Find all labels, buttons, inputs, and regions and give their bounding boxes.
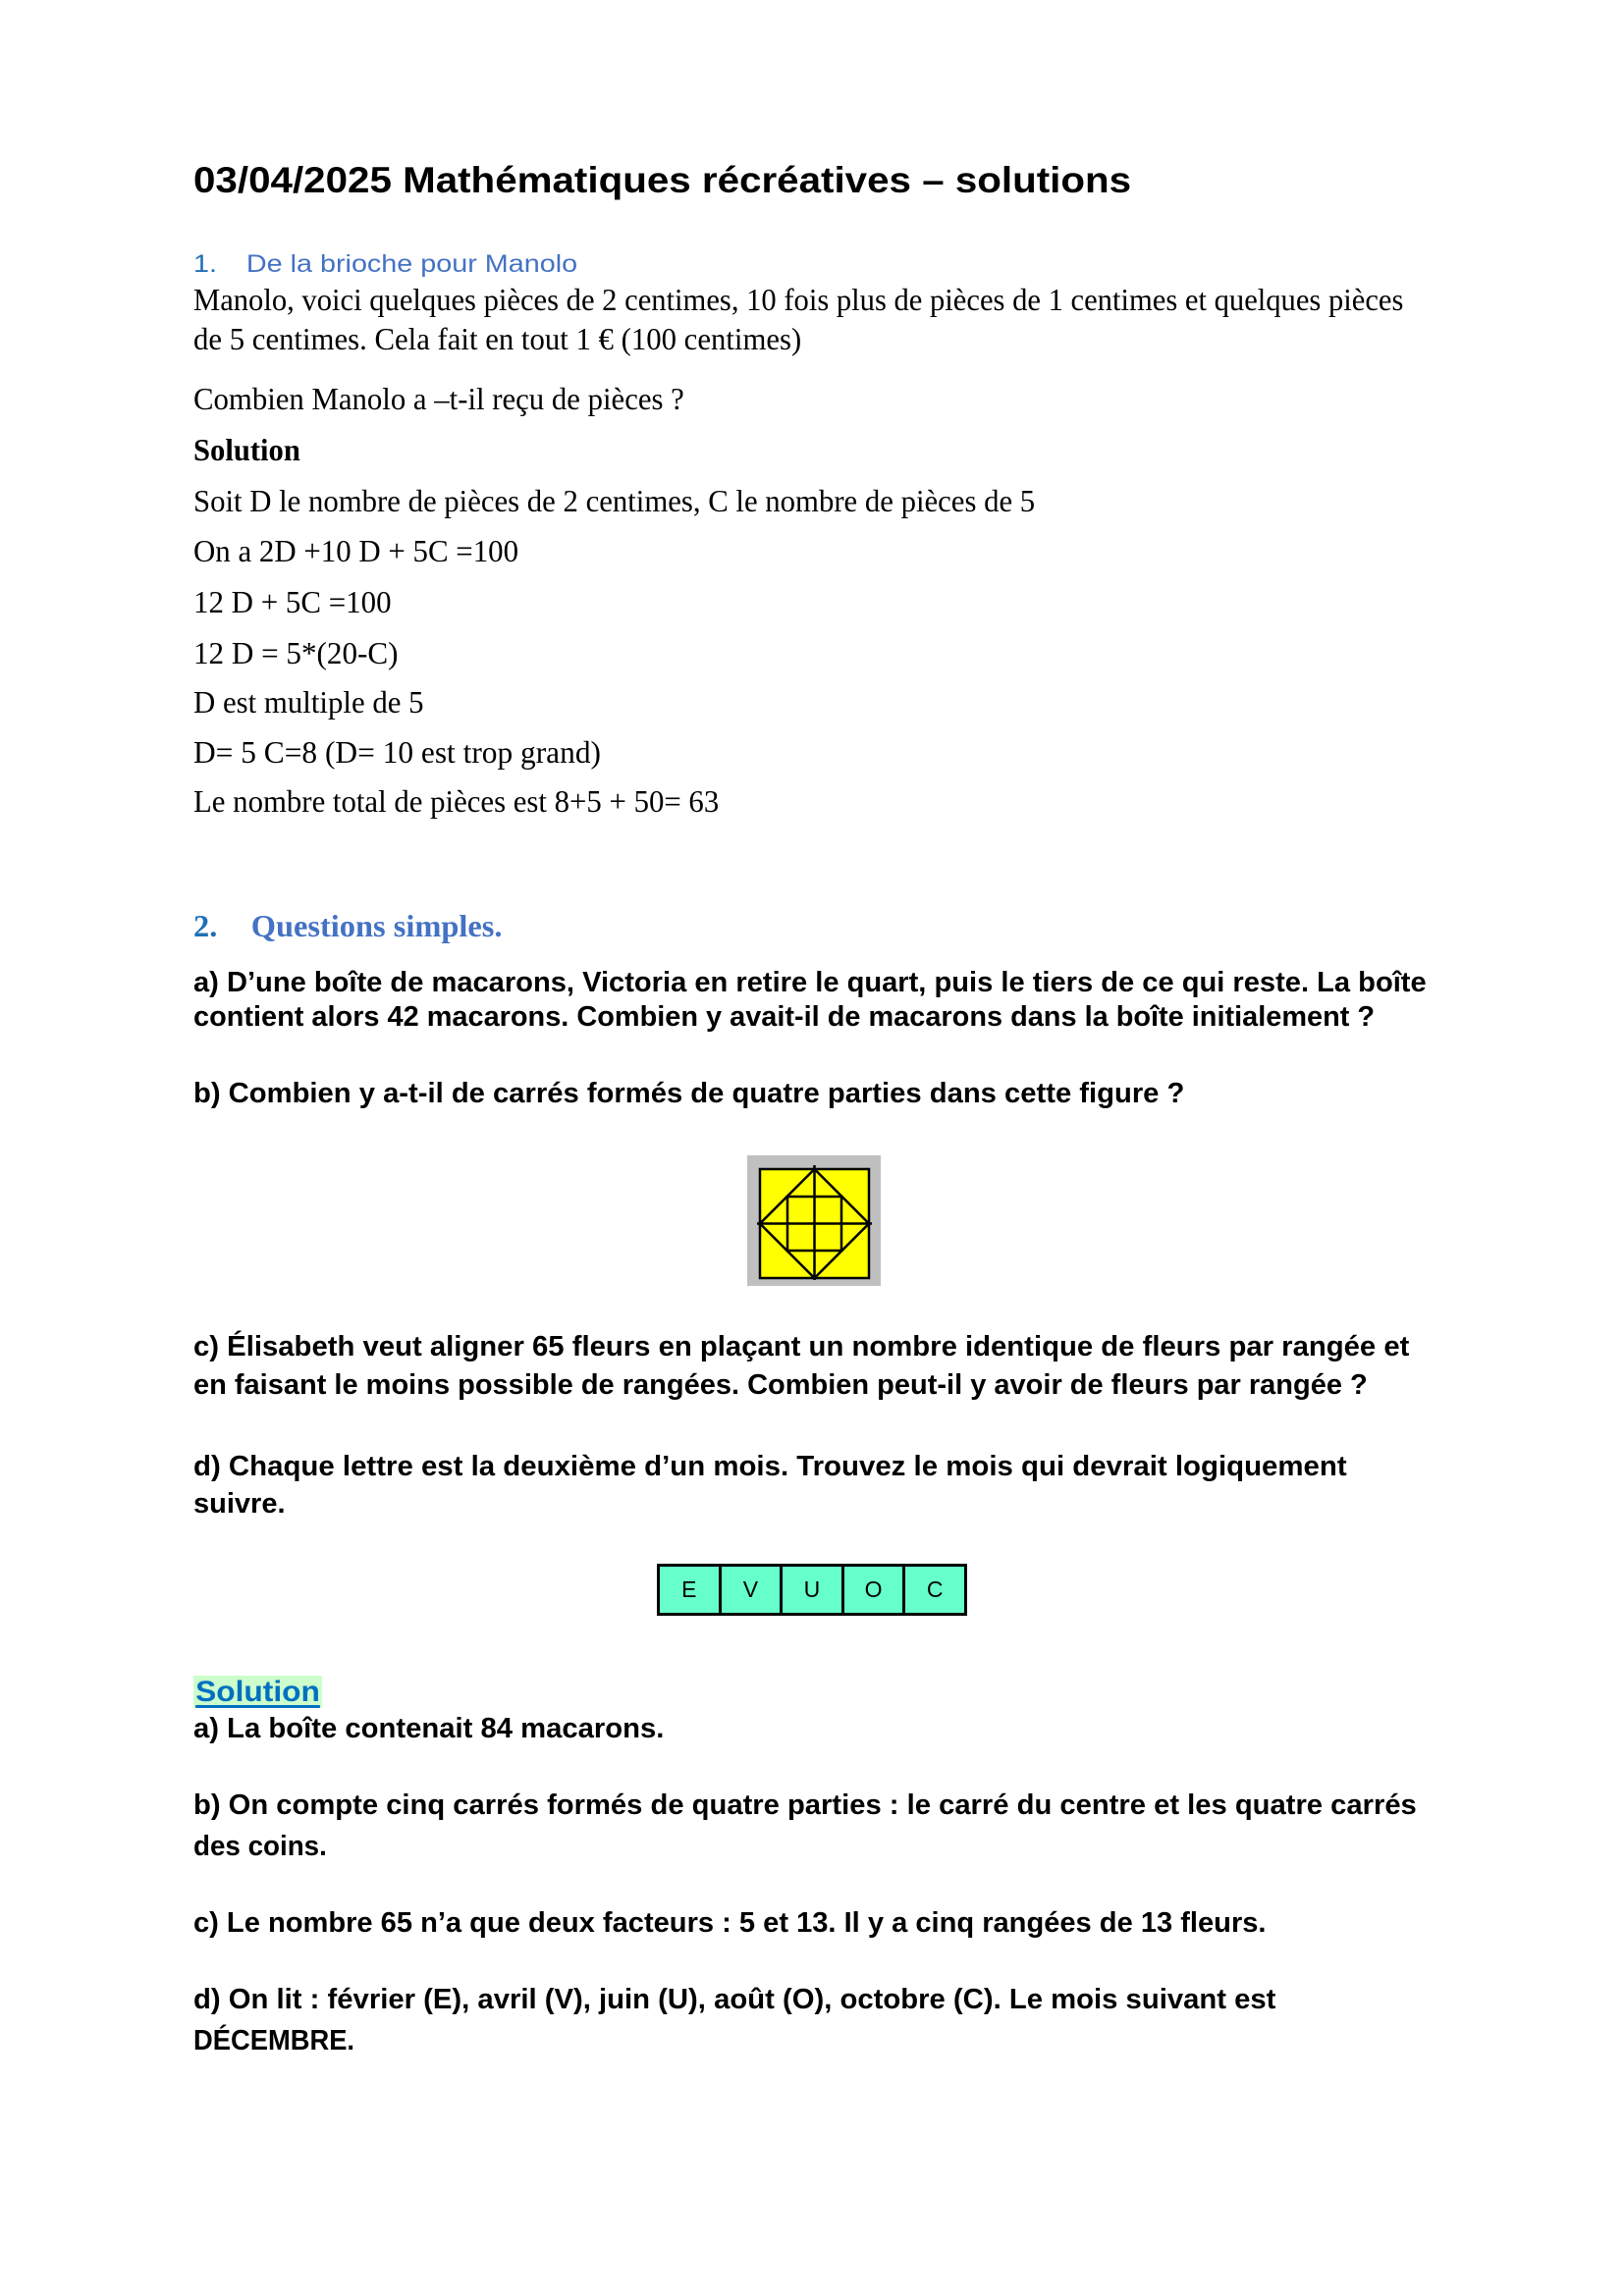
answer-b-line: b) On compte cinq carrés formés de quatre parties : le carré du centre et les quatre carrés [193,1789,1417,1822]
answer-a-line: a) La boîte contenait 84 macarons. [193,1713,665,1745]
solution-heading-wrap [193,1678,322,1707]
question-c-line: en faisant le moins possible de rangées. Combien peut-il y avoir de fleurs par rangée ? [193,1369,1368,1402]
letter-cell: O [844,1567,906,1613]
question-d-line: d) Chaque lettre est la deuxième d’un mois. Trouvez le mois qui devrait logiquement [193,1451,1347,1483]
letter-cell: U [783,1567,844,1613]
answer-d-line: DÉCEMBRE. [193,2025,355,2057]
squares-figure-drawing [747,1155,881,1286]
solution-line: D est multiple de 5 [193,684,424,721]
answer-d-line: d) On lit : février (E), avril (V), juin (U), août (O), octobre (C). Le mois suivant est [193,1984,1276,2016]
section-2-title: Questions simples. [250,908,503,944]
section-1-number: 1. [193,249,217,278]
section-2-heading [193,908,503,944]
question-a-line: contient alors 42 macarons. Combien y avait-il de macarons dans la boîte initialement ? [193,1001,1376,1034]
problem-statement-line: de 5 centimes. Cela fait en tout 1 € (100 centimes) [193,321,802,357]
answer-b-line: des coins. [193,1831,327,1863]
page-title: 03/04/2025 Mathématiques récréatives – solutions [193,160,1132,201]
squares-figure [747,1155,881,1286]
letter-cell: E [660,1567,722,1613]
question-d-line: suivre. [193,1488,286,1521]
solution-heading: Solution [193,1676,322,1708]
section-1-title: De la brioche pour Manolo [245,249,578,278]
solution-line: Le nombre total de pièces est 8+5 + 50= 63 [193,783,720,820]
section-2-number: 2. [193,908,218,944]
solution-label: Solution [193,432,300,468]
solution-line: D= 5 C=8 (D= 10 est trop grand) [193,734,601,771]
solution-line: Soit D le nombre de pièces de 2 centimes, C le nombre de pièces de 5 [193,483,1036,519]
problem-question: Combien Manolo a –t-il reçu de pièces ? [193,381,684,417]
question-a-line: a) D’une boîte de macarons, Victoria en retire le quart, puis le tiers de ce qui reste. La boîte [193,967,1427,999]
letter-cell: C [926,1576,944,1602]
solution-line: 12 D = 5*(20-C) [193,635,399,671]
letters-table [657,1564,967,1616]
answer-c-line: c) Le nombre 65 n’a que deux facteurs : 5 et 13. Il y a cinq rangées de 13 fleurs. [193,1907,1267,1940]
question-c-line: c) Élisabeth veut aligner 65 fleurs en plaçant un nombre identique de fleurs par rangée et [193,1331,1410,1363]
question-b-line: b) Combien y a-t-il de carrés formés de quatre parties dans cette figure ? [193,1078,1185,1110]
letter-cell: V [722,1567,784,1613]
solution-line: 12 D + 5C =100 [193,584,392,620]
section-1-heading [193,249,578,278]
problem-statement-line: Manolo, voici quelques pièces de 2 centimes, 10 fois plus de pièces de 1 centimes et quelques pièces [193,282,1404,318]
solution-line: On a 2D +10 D + 5C =100 [193,533,519,569]
